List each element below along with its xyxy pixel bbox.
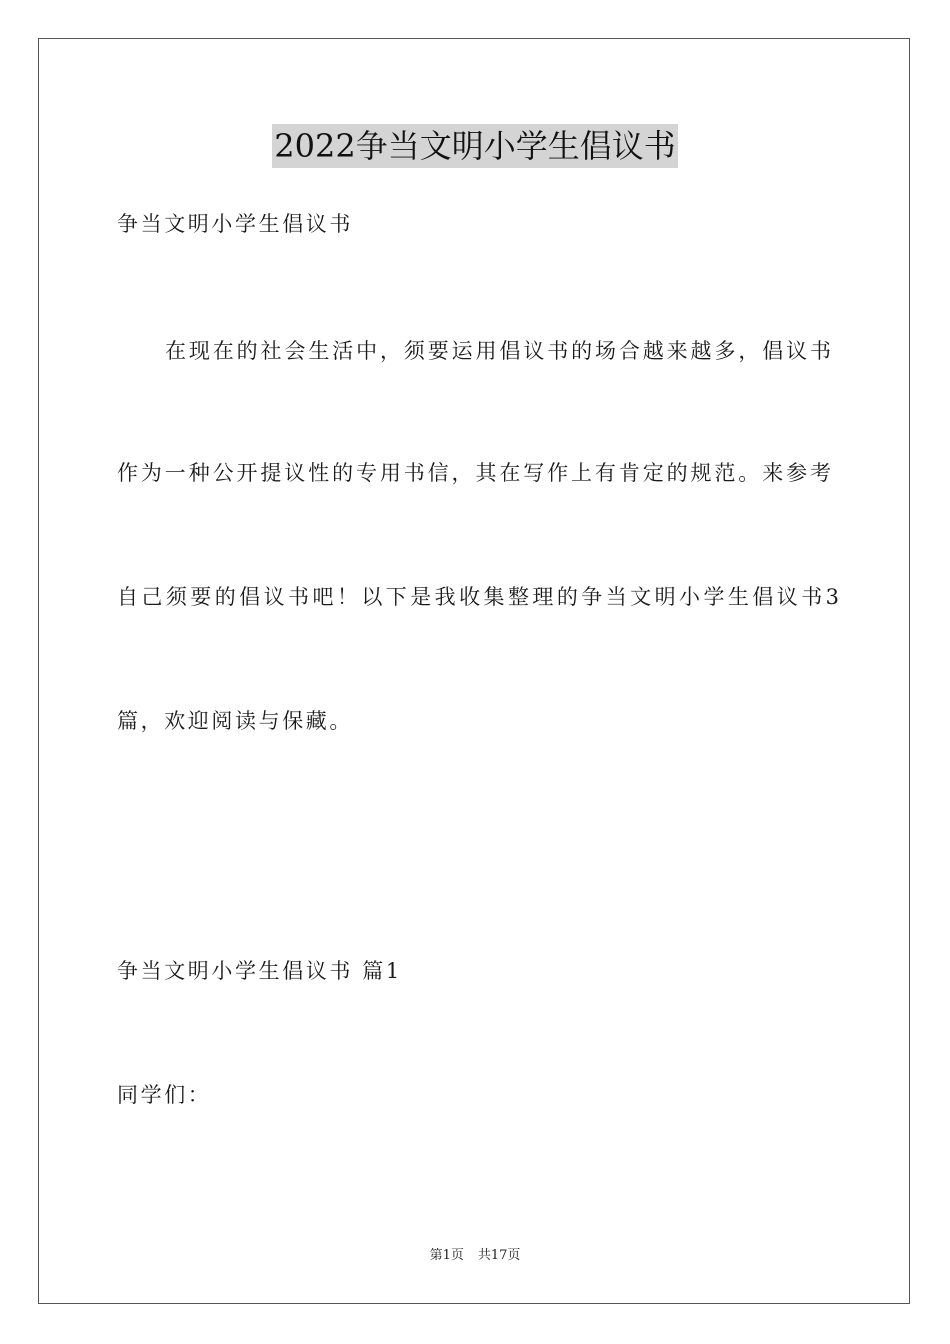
intro-line-1: 在现在的社会生活中，须要运用倡议书的场合越来越多，倡议书 (165, 339, 831, 363)
document-title: 2022争当文明小学生倡议书 (272, 124, 677, 168)
salutation: 同学们： (117, 1083, 212, 1107)
intro-line-4: 篇，欢迎阅读与保藏。 (117, 709, 353, 733)
section-heading: 争当文明小学生倡议书 篇1 (117, 959, 402, 983)
document-subtitle: 争当文明小学生倡议书 (117, 212, 353, 236)
intro-line-3: 自己须要的倡议书吧！以下是我收集整理的争当文明小学生倡议书3 (117, 585, 839, 609)
page-footer (0, 1247, 950, 1265)
intro-line-2: 作为一种公开提议性的专用书信，其在写作上有肯定的规范。来参考 (117, 461, 831, 485)
title-container (0, 124, 950, 168)
page-total: 共17页 (477, 1248, 521, 1263)
page-current: 第1页 (429, 1248, 464, 1263)
